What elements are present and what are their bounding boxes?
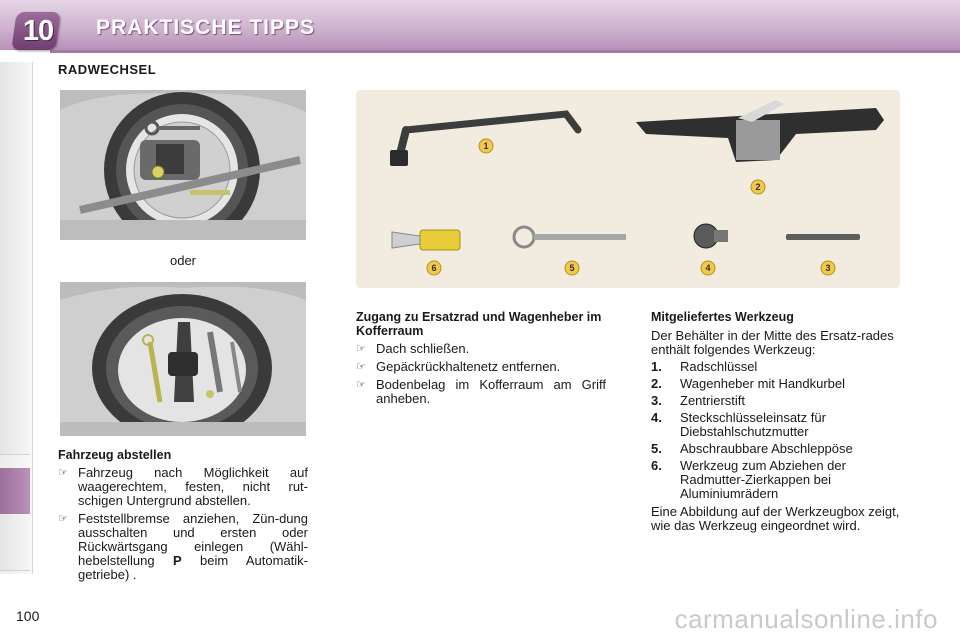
hand-pointer-icon: ☞ bbox=[356, 379, 366, 391]
spare-wheel-photo-bottom bbox=[60, 282, 306, 436]
spare-wheel-illustration-bottom bbox=[60, 282, 306, 436]
list-item: ☞ Gepäckrückhaltenetz entfernen. bbox=[356, 359, 561, 374]
chapter-tab-9[interactable] bbox=[0, 514, 30, 571]
hand-pointer-icon: ☞ bbox=[58, 513, 68, 525]
chapter-number: 10 bbox=[22, 15, 54, 47]
tool-list-item: 2. Wagenheber mit Handkurbel bbox=[651, 376, 845, 391]
callout-4 bbox=[701, 261, 715, 275]
chapter-tab-2[interactable] bbox=[0, 118, 30, 175]
tool-list-item: 5. Abschraubbare Abschleppöse bbox=[651, 441, 853, 456]
spare-wheel-photo-top bbox=[60, 90, 306, 240]
list-item: ☞ Dach schließen. bbox=[356, 341, 470, 356]
chapter-tab-5[interactable] bbox=[0, 286, 30, 343]
hand-pointer-icon: ☞ bbox=[58, 467, 68, 479]
page-number: 100 bbox=[16, 608, 40, 624]
chapter-tab-strip bbox=[0, 62, 33, 574]
svg-text:2: 2 bbox=[755, 182, 761, 192]
tool-callouts bbox=[356, 90, 900, 288]
tool-list-item: 1. Radschlüssel bbox=[651, 359, 758, 374]
park-vehicle-block bbox=[58, 448, 308, 582]
watermark: carmanualsonline.info bbox=[674, 604, 938, 634]
callout-6 bbox=[427, 261, 441, 275]
callout-1 bbox=[479, 139, 493, 153]
list-item: ☞ Bodenbelag im Kofferraum am Griff anheben. bbox=[356, 377, 606, 406]
tool-list-item: 6. Werkzeug zum Abziehen der Radmutter-Zierkappen bei Aluminiumrädern bbox=[651, 458, 846, 501]
access-spare-heading: Zugang zu Ersatzrad und Wagenheber im Kofferraum bbox=[356, 310, 602, 338]
list-item: ☞ Feststellbremse anziehen, Zün-dung ausschalten und ersten oder Rückwärtsgang einlegen (Wähl-hebelstellung P beim Automatik-getriebe) . bbox=[58, 511, 308, 582]
supplied-tools-block bbox=[651, 310, 907, 533]
hand-pointer-icon: ☞ bbox=[356, 361, 366, 373]
section-title: RADWECHSEL bbox=[58, 62, 157, 77]
photo-alternative-label: oder bbox=[169, 253, 197, 268]
tool-list-item: 4. Steckschlüsseleinsatz für Diebstahlschutzmutter bbox=[651, 410, 826, 439]
supplied-tools-outro: Eine Abbildung auf der Werkzeugbox zeigt, wie das Werkzeug eingeordnet wird. bbox=[651, 504, 900, 533]
svg-text:1: 1 bbox=[483, 141, 489, 151]
gear-position-letter: P bbox=[173, 553, 182, 568]
svg-text:3: 3 bbox=[825, 263, 831, 273]
hand-pointer-icon: ☞ bbox=[356, 343, 366, 355]
chapter-tab-7[interactable] bbox=[0, 398, 30, 455]
supplied-tools-intro: Der Behälter in der Mitte des Ersatz-rades enthält folgendes Werkzeug: bbox=[651, 328, 894, 357]
callout-3 bbox=[821, 261, 835, 275]
svg-text:4: 4 bbox=[705, 263, 711, 273]
tool-list-item: 3. Zentrierstift bbox=[651, 393, 746, 408]
spare-wheel-illustration-top bbox=[60, 90, 306, 240]
chapter-tab-4[interactable] bbox=[0, 230, 30, 287]
header-divider bbox=[50, 50, 960, 53]
access-spare-block bbox=[356, 310, 606, 406]
list-item: ☞ Fahrzeug nach Möglichkeit auf waagerechtem, festen, nicht rut-schigen Untergrund abstellen. bbox=[58, 465, 308, 508]
svg-text:6: 6 bbox=[431, 263, 437, 273]
svg-text:5: 5 bbox=[569, 263, 575, 273]
callout-5 bbox=[565, 261, 579, 275]
page-title: PRAKTISCHE TIPPS bbox=[96, 16, 316, 39]
chapter-tab-6[interactable] bbox=[0, 342, 30, 399]
tool-kit-photo bbox=[356, 90, 900, 288]
chapter-tab-3[interactable] bbox=[0, 174, 30, 231]
chapter-tab-active[interactable] bbox=[0, 468, 30, 515]
supplied-tools-heading: Mitgeliefertes Werkzeug bbox=[651, 310, 794, 324]
callout-2 bbox=[751, 180, 765, 194]
park-vehicle-heading: Fahrzeug abstellen bbox=[58, 448, 172, 462]
chapter-tab-1[interactable] bbox=[0, 62, 30, 119]
